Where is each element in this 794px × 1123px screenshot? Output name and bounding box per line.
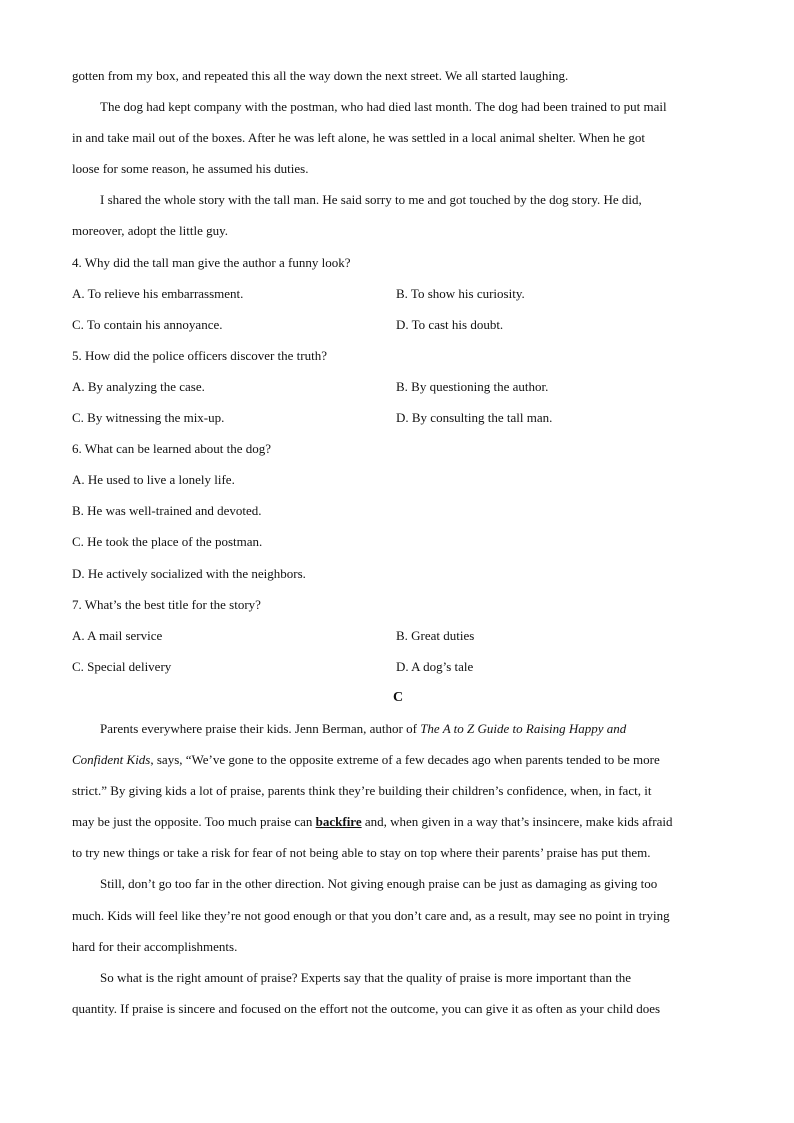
option-b: B. To show his curiosity. — [396, 285, 525, 301]
option-c: C. Special delivery — [72, 658, 172, 674]
keyword-backfire: backfire — [315, 814, 362, 830]
passage-line: much. Kids will feel like they’re not good enough or that you don’t care and, as a result, may see no point in trying — [72, 907, 670, 923]
story-line: in and take mail out of the boxes. After he was left alone, he was settled in a local animal shelter. When he got — [72, 130, 646, 146]
option-a: A. By analyzing the case. — [72, 378, 205, 394]
passage-line — [72, 715, 724, 746]
question-stem: 4. Why did the tall man give the author a funny look? — [72, 254, 351, 270]
passage-text: may be just the opposite. Too much praise can — [72, 814, 316, 830]
option-b: B. By questioning the author. — [396, 378, 549, 394]
option-row — [72, 311, 724, 342]
passage-line — [72, 746, 724, 777]
question-stem: 5. How did the police officers discover the truth? — [72, 347, 327, 363]
option-c: C. To contain his annoyance. — [72, 316, 223, 332]
story-line: The dog had kept company with the postman, who had died last month. The dog had been trained to put mail — [100, 99, 667, 115]
option-c: C. He took the place of the postman. — [72, 534, 263, 550]
story-line: I shared the whole story with the tall man. He said sorry to me and got touched by the dog story. He did, — [100, 192, 642, 208]
option-a: A. To relieve his embarrassment. — [72, 285, 244, 301]
option-row — [72, 280, 724, 311]
option-d: D. He actively socialized with the neighbors. — [72, 565, 306, 581]
option-b: B. Great duties — [396, 627, 475, 643]
document-page — [72, 62, 724, 1026]
passage-line — [72, 808, 724, 839]
option-a: A. He used to live a lonely life. — [72, 472, 235, 488]
option-row — [72, 653, 724, 684]
story-line: moreover, adopt the little guy. — [72, 223, 229, 239]
passage-line: to try new things or take a risk for fear of not being able to stay on top where their parents’ praise has put them. — [72, 845, 651, 861]
option-d: D. A dog’s tale — [396, 658, 474, 674]
question-stem: 7. What’s the best title for the story? — [72, 596, 261, 612]
option-a: A. A mail service — [72, 627, 163, 643]
option-row — [72, 404, 724, 435]
passage-line: Still, don’t go too far in the other direction. Not giving enough praise can be just as damaging as giving too — [100, 876, 658, 892]
book-title: Confident Kids — [72, 752, 151, 768]
option-d: D. By consulting the tall man. — [396, 410, 553, 426]
question-stem: 6. What can be learned about the dog? — [72, 441, 272, 457]
book-title: The A to Z Guide to Raising Happy and — [420, 720, 627, 736]
story-line: gotten from my box, and repeated this all the way down the next street. We all started laughing. — [72, 68, 569, 83]
story-line: loose for some reason, he assumed his duties. — [72, 161, 309, 177]
passage-line: So what is the right amount of praise? Experts say that the quality of praise is more important than the — [100, 969, 632, 985]
option-d: D. To cast his doubt. — [396, 316, 504, 332]
passage-text: and, when given in a way that’s insincere, make kids afraid — [361, 814, 673, 830]
option-row — [72, 622, 724, 653]
passage-text: Parents everywhere praise their kids. Jenn Berman, author of — [100, 720, 421, 736]
option-b: B. He was well-trained and devoted. — [72, 503, 262, 519]
option-row — [72, 373, 724, 404]
option-c: C. By witnessing the mix-up. — [72, 410, 225, 426]
passage-line: quantity. If praise is sincere and focused on the effort not the outcome, you can give it as often as your child does — [72, 1000, 661, 1016]
section-heading: C — [392, 689, 404, 705]
passage-line: hard for their accomplishments. — [72, 938, 238, 954]
passage-line: strict.” By giving kids a lot of praise, parents think they’re building their children’s confidence, when, in fact, it — [72, 783, 652, 799]
passage-text: , says, “We’ve gone to the opposite extreme of a few decades ago when parents tended to be more — [150, 752, 660, 768]
